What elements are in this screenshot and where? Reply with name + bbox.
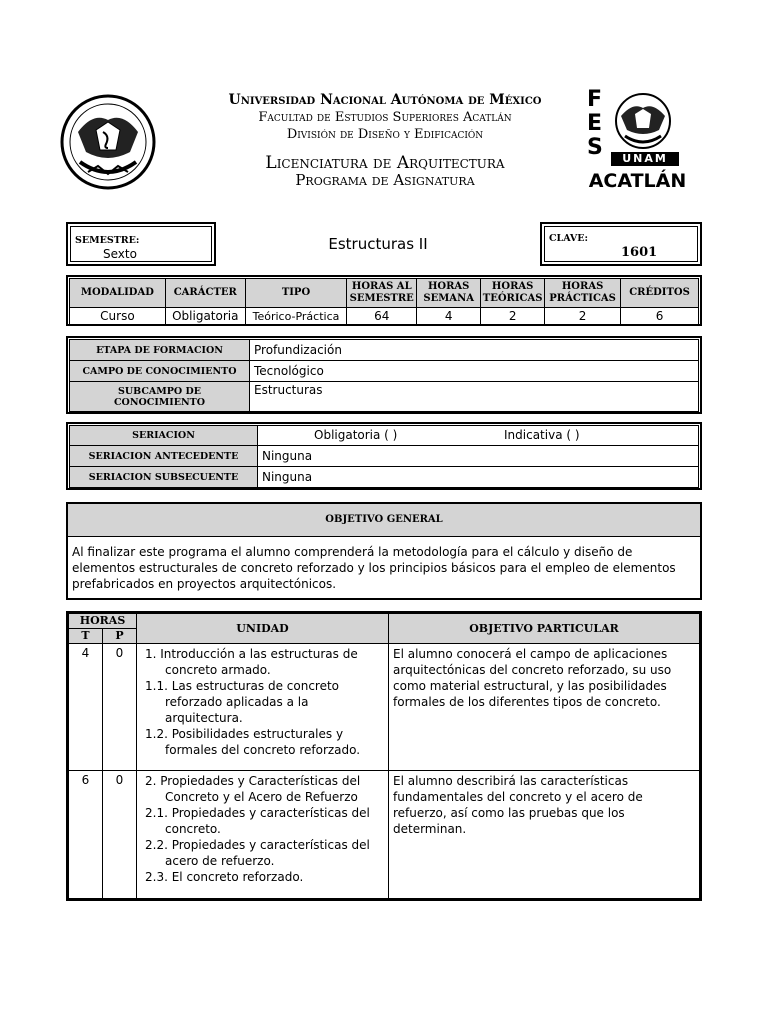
header-tipo: TIPO bbox=[245, 279, 347, 308]
fes-letter-s: S bbox=[587, 135, 603, 160]
course-info-table bbox=[66, 275, 702, 326]
semestre-value: Sexto bbox=[103, 247, 137, 261]
semestre-label: SEMESTRE: bbox=[75, 235, 140, 246]
subsecuente-label: SERIACION SUBSECUENTE bbox=[70, 467, 258, 488]
faculty-name: Facultad de Estudios Superiores Acatlán bbox=[258, 110, 512, 125]
subcampo-label: SUBCAMPO DE CONOCIMIENTO bbox=[70, 382, 250, 412]
unam-seal-logo bbox=[58, 92, 158, 194]
unit-list bbox=[141, 646, 384, 758]
horas-header: HORAS bbox=[69, 614, 137, 629]
value-caracter: Obligatoria bbox=[165, 308, 245, 325]
unidad-header: UNIDAD bbox=[137, 614, 389, 644]
value-modalidad: Curso bbox=[70, 308, 166, 325]
seriacion-label: SERIACION bbox=[70, 426, 258, 446]
etapa-label: ETAPA DE FORMACION bbox=[70, 340, 250, 361]
fes-acatlan-logo bbox=[585, 88, 690, 200]
seriacion-obligatoria: Obligatoria ( ) bbox=[314, 428, 398, 442]
unit-list bbox=[141, 773, 384, 885]
subcampo-value: Estructuras bbox=[250, 382, 699, 412]
value-horas-practicas: 2 bbox=[545, 308, 621, 325]
objetivo-general-title: OBJETIVO GENERAL bbox=[68, 504, 700, 537]
university-name: Universidad Nacional Autónoma de México bbox=[228, 92, 542, 108]
fes-letter-f: F bbox=[587, 87, 603, 112]
value-horas-semana: 4 bbox=[417, 308, 481, 325]
clave-box bbox=[540, 222, 702, 266]
campo-value: Tecnológico bbox=[250, 361, 699, 382]
row-hours-t: 6 bbox=[69, 771, 103, 899]
row-objective: El alumno describirá las características fundamentales del concreto y el acero de refuerzo, así como las pruebas que los determinan. bbox=[389, 771, 700, 899]
objetivo-general-box bbox=[66, 502, 702, 600]
row-hours-p: 0 bbox=[103, 771, 137, 899]
semestre-box bbox=[66, 222, 216, 266]
value-tipo: Teórico-Práctica bbox=[245, 308, 347, 325]
course-name: Estructuras II bbox=[328, 235, 428, 253]
objetivo-general-text: Al finalizar este programa el alumno comprenderá la metodología para el cálculo y diseño de elementos estructurales de concreto reforzado y los principios básicos para el empleo de elementos prefabricados en proyectos arquitectónicos. bbox=[72, 545, 676, 591]
list-item: 2.1. Propiedades y características del concreto. bbox=[145, 806, 370, 836]
row-hours-p: 0 bbox=[103, 644, 137, 771]
list-item: 1. Introducción a las estructuras de concreto armado. bbox=[145, 647, 358, 677]
antecedente-value: Ninguna bbox=[258, 446, 699, 467]
header-titles bbox=[190, 92, 580, 189]
row-objective: El alumno conocerá el campo de aplicaciones arquitectónicas del concreto reforzado, su uso como material estructural, y las posibilidades formales de los diferentes tipos de concreto. bbox=[389, 644, 700, 771]
division-name: División de Diseño y Edificación bbox=[286, 127, 484, 142]
seriacion-indicativa: Indicativa ( ) bbox=[504, 428, 580, 442]
list-item: 1.2. Posibilidades estructurales y formales del concreto reforzado. bbox=[145, 727, 361, 757]
antecedente-label: SERIACION ANTECEDENTE bbox=[70, 446, 258, 467]
header-horas-practicas: HORAS PRÁCTICAS bbox=[545, 279, 621, 308]
t-header: T bbox=[69, 629, 103, 644]
clave-label: CLAVE: bbox=[549, 233, 589, 244]
clave-value: 1601 bbox=[621, 245, 658, 260]
header-creditos: CRÉDITOS bbox=[621, 279, 699, 308]
table-row bbox=[69, 771, 700, 899]
value-creditos: 6 bbox=[621, 308, 699, 325]
list-item: 2.2. Propiedades y características del acero de refuerzo. bbox=[145, 838, 370, 868]
header-horas-semana: HORAS SEMANA bbox=[417, 279, 481, 308]
units-table bbox=[66, 611, 702, 901]
seriacion-table bbox=[66, 422, 702, 490]
objetivo-particular-header: OBJETIVO PARTICULAR bbox=[389, 614, 700, 644]
header-caracter: CARÁCTER bbox=[165, 279, 245, 308]
value-horas-semestre: 64 bbox=[347, 308, 417, 325]
header-modalidad: MODALIDAD bbox=[70, 279, 166, 308]
subsecuente-value: Ninguna bbox=[258, 467, 699, 488]
p-header: P bbox=[103, 629, 137, 644]
header-horas-semestre: HORAS AL SEMESTRE bbox=[347, 279, 417, 308]
campo-label: CAMPO DE CONOCIMIENTO bbox=[70, 361, 250, 382]
list-item: 2. Propiedades y Características del Concreto y el Acero de Refuerzo bbox=[145, 774, 361, 804]
table-row bbox=[69, 644, 700, 771]
row-hours-t: 4 bbox=[69, 644, 103, 771]
header-horas-teoricas: HORAS TEÓRICAS bbox=[481, 279, 545, 308]
document-type: Programa de Asignatura bbox=[295, 171, 475, 189]
seriacion-options bbox=[258, 426, 699, 446]
etapa-value: Profundización bbox=[250, 340, 699, 361]
formation-table bbox=[66, 336, 702, 414]
fes-unam-band: UNAM bbox=[611, 152, 679, 166]
acatlan-text: ACATLÁN bbox=[588, 170, 687, 192]
fes-letter-e: E bbox=[587, 111, 603, 136]
value-horas-teoricas: 2 bbox=[481, 308, 545, 325]
fes-seal-icon bbox=[611, 92, 675, 150]
program-name: Licenciatura de Arquitectura bbox=[265, 153, 505, 173]
list-item: 1.1. Las estructuras de concreto reforzado aplicadas a la arquitectura. bbox=[145, 679, 340, 725]
list-item: 2.3. El concreto reforzado. bbox=[145, 870, 304, 884]
